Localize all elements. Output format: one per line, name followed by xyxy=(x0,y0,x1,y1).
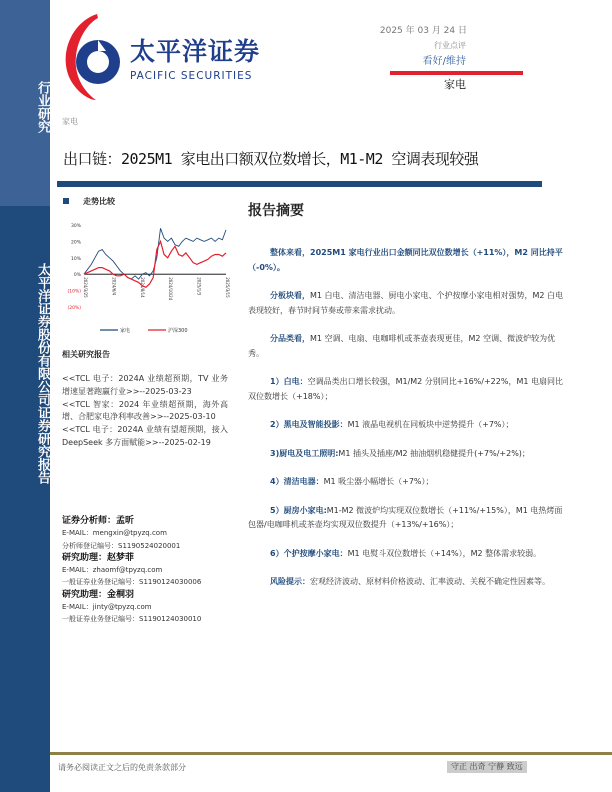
paragraph-text: M1 液晶电视机在同板块中逆势提升（+7%）； xyxy=(347,420,514,429)
paragraph-text: M1 吸尘器小幅增长（+7%）； xyxy=(323,477,434,486)
summary-paragraph xyxy=(248,447,570,462)
rating: 看好/维持 xyxy=(422,56,466,67)
y-tick-label: 10% xyxy=(70,256,81,262)
paragraph-key: 4）清洁电器： xyxy=(270,477,324,486)
paragraph-text: M1-M2 微波炉均实现双位数增长（+11%/+15%），M1 电热烤面包器/电咖啡机或茶壶均实现双位数提升（+13%/+16%）； xyxy=(248,505,563,529)
x-tick-label: 2024/6/4 xyxy=(111,277,117,296)
bullet-icon xyxy=(63,198,69,204)
related-report-link[interactable]: <<TCL 电子：2024A 业绩超预期，TV 业务增速显著跑赢行业>>--2025-03-23 xyxy=(62,374,228,396)
paragraph-key: 6）个护按摩小家电： xyxy=(270,548,348,558)
author-name: 研究助理：金桐羽 xyxy=(62,589,135,600)
footer-divider xyxy=(50,752,612,755)
related-report-link[interactable]: <<TCL 电子：2024A 业绩有望超预期，接入 DeepSeek 多方面赋能>>--2025-02-19 xyxy=(62,425,228,447)
divider xyxy=(390,71,523,75)
paragraph-key: 分品类看， xyxy=(270,334,310,343)
related-heading: 相关研究报告 xyxy=(62,349,110,359)
paragraph-key: 分板块看， xyxy=(270,291,310,300)
paragraph-text: M1 空调、电扇、电咖啡机或茶壶表现更佳，M2 空调、微波炉较为优秀。 xyxy=(248,334,556,358)
paragraph-key: 2）黑电及智能投影： xyxy=(270,420,348,429)
sidebar xyxy=(0,0,50,792)
logo-english: PACIFIC SECURITIES xyxy=(130,70,253,82)
x-tick-label: 2025/1/3 xyxy=(196,277,202,296)
summary-paragraph xyxy=(248,504,570,533)
paragraph-text: M1 插头及插座/M2 抽油烟机稳健提升(+7%/+2%)； xyxy=(338,448,530,458)
author-reg: 一般证券业务登记编号：S1190124030006 xyxy=(62,578,202,587)
legend-label: 沪深300 xyxy=(168,328,188,334)
sidebar-category: 行业研究 xyxy=(35,81,50,133)
legend-label: 家电 xyxy=(120,328,131,334)
sidebar-company: 太平洋证券股份有限公司证券研究报告 xyxy=(35,262,50,484)
title-bar xyxy=(57,181,542,187)
author-email[interactable]: E-MAIL：zhaomf@tpyzq.com xyxy=(62,566,163,575)
author-name: 证券分析师：孟昕 xyxy=(62,516,135,526)
y-tick-label: (10%) xyxy=(67,289,81,295)
chart-heading: 走势比较 xyxy=(63,197,115,207)
author-name: 研究助理：赵梦菲 xyxy=(62,552,135,563)
trend-chart xyxy=(60,220,235,340)
logo-icon xyxy=(62,14,124,100)
related-reports xyxy=(62,373,228,450)
author-email[interactable]: E-MAIL：mengxin@tpyzq.com xyxy=(62,529,167,538)
report-type: 行业点评 xyxy=(434,41,466,50)
summary-heading: 报告摘要 xyxy=(248,203,304,219)
summary-paragraph xyxy=(248,246,570,275)
summary-paragraph xyxy=(248,475,570,490)
summary-paragraph xyxy=(248,332,570,361)
paragraph-text: M1 白电、清洁电器、厨电小家电、个护按摩小家电相对强势，M2 白电表现较好，春节时间节奏或带来需求扰动。 xyxy=(248,291,564,315)
summary-paragraph xyxy=(248,547,570,562)
page-title: 出口链：2025M1 家电出口额双位数增长，M1-M2 空调表现较强 xyxy=(63,150,479,168)
paragraph-text: M1 电熨斗双位数增长（+14%），M2 整体需求较弱。 xyxy=(347,548,542,558)
x-tick-label: 2024/3/25 xyxy=(83,277,88,298)
sector: 家电 xyxy=(444,78,466,91)
paragraph-key: 1）白电： xyxy=(270,377,308,386)
summary-paragraph xyxy=(248,375,570,404)
paragraph-key: 3)厨电及电工照明: xyxy=(270,448,339,458)
series-line-csi300 xyxy=(84,241,226,287)
paragraph-text: 宏观经济波动、原材料价格波动、汇率波动、关税不确定性因素等。 xyxy=(310,577,550,586)
motto: 守正 出奇 宁静 致远 xyxy=(447,761,527,773)
y-tick-label: 30% xyxy=(70,224,81,229)
breadcrumb: 家电 xyxy=(62,117,78,126)
y-tick-label: (20%) xyxy=(67,306,81,311)
logo-name: 太平洋证券 xyxy=(130,37,261,66)
report-date: 2025 年 03 月 24 日 xyxy=(379,26,467,36)
y-tick-label: 20% xyxy=(70,240,81,246)
paragraph-key: 风险提示： xyxy=(270,577,310,586)
summary-body xyxy=(248,246,570,604)
author-reg: 一般证券业务登记编号：S1190124030010 xyxy=(62,615,202,624)
paragraph-key: 5）厨房小家电: xyxy=(270,505,327,515)
author-reg: 分析师登记编号：S1190524020001 xyxy=(62,541,181,550)
paragraph-key: 整体来看，2025M1 家电行业出口金额同比双位数增长（+11%），M2 同比持平（-0%）。 xyxy=(248,248,563,272)
summary-paragraph xyxy=(248,289,570,318)
summary-paragraph xyxy=(248,418,570,433)
summary-paragraph xyxy=(248,575,570,590)
y-tick-label: 0% xyxy=(73,273,81,279)
author-email[interactable]: E-MAIL：jinty@tpyzq.com xyxy=(62,603,152,612)
authors xyxy=(62,515,242,626)
series-line-appliance xyxy=(84,228,226,279)
x-tick-label: 2025/3/15 xyxy=(225,277,230,298)
x-tick-label: 2024/8/14 xyxy=(139,277,145,298)
disclaimer-note: 请务必阅读正文之后的免责条款部分 xyxy=(58,763,186,772)
related-report-link[interactable]: <<TCL 智家：2024 年业绩超预期，海外高增、合肥家电净利率改善>>--2025-03-10 xyxy=(62,399,228,422)
paragraph-text: 空调品类出口增长较强，M1/M2 分别同比+16%/+22%，M1 电扇同比双位数增长（+18%）； xyxy=(248,377,563,401)
x-tick-label: 2024/10/24 xyxy=(168,277,174,301)
